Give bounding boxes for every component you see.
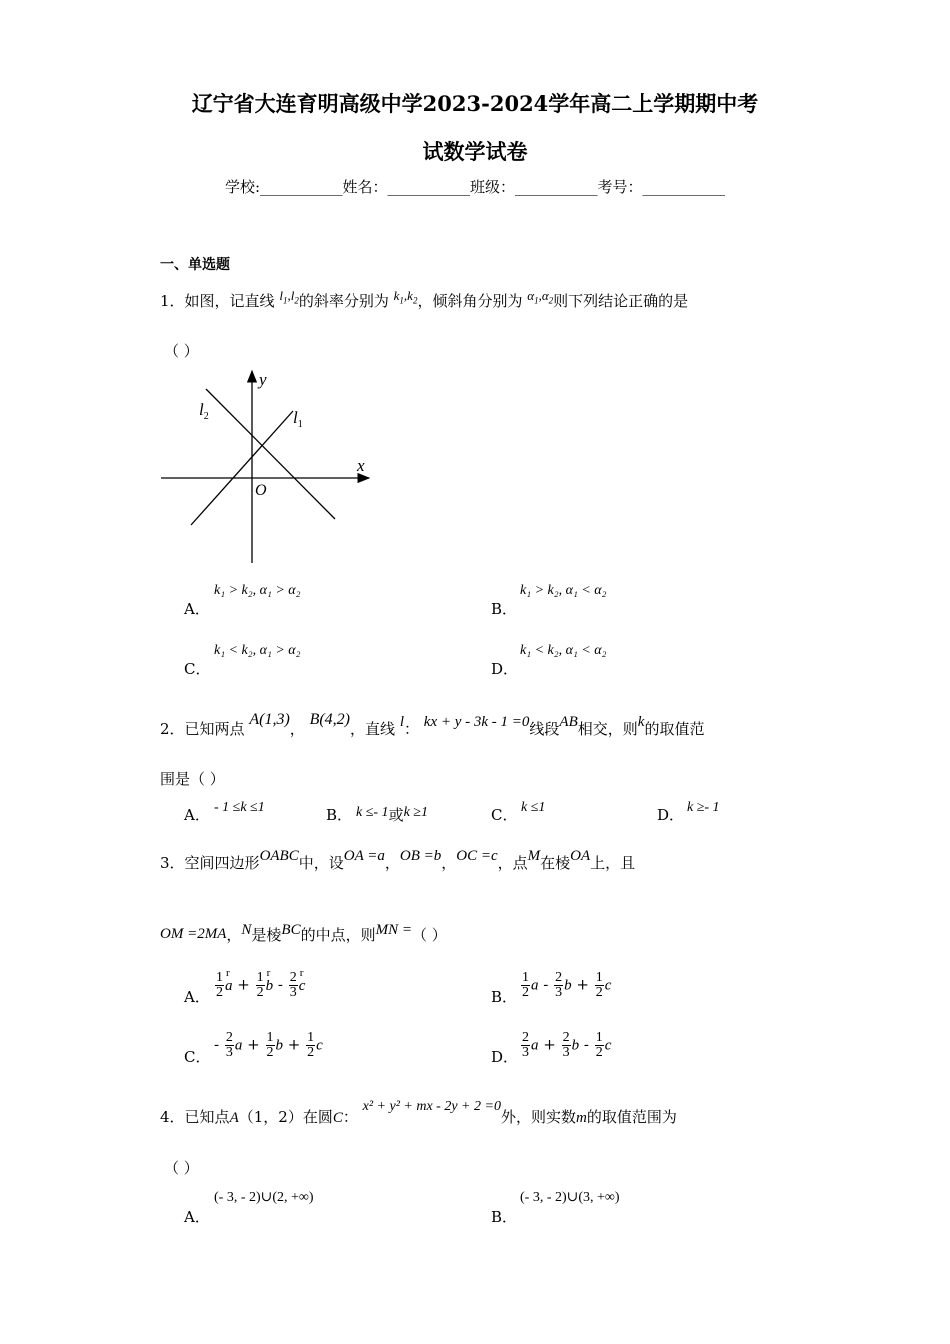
section-title: 一、单选题 [160,257,230,273]
q4-option-b-expr: (- 3, - 2)∪(3, +∞) [520,1190,620,1205]
q3-option-b-label[interactable]: B． [491,988,518,1006]
q2-option-a-label[interactable]: A． [184,806,210,824]
q1-option-a-label[interactable]: A． [184,600,210,618]
line-l2 [206,389,335,519]
q4-option-a-label[interactable]: A． [184,1208,210,1226]
q2-option-d-expr: k ≥- 1 [687,800,720,815]
math-alpha1-alpha2: $\alpha_1,\alpha_2$ [527,288,554,306]
math-l1-l2: $l_1,l_2$ [279,288,299,306]
question-2-stem: 2．已知两点 A(1,3)， B(4,2)，直线 l： kx + y - 3k - 1 =0线段AB相交，则k的取值范 [160,711,705,738]
math-point-b: B(4,2) [309,711,351,728]
q1-option-d-expr: k₁ < k₂, α₁ < α₂ [520,643,607,658]
q1-option-d-label[interactable]: D． [491,660,519,678]
math-point-a: A(1,3) [249,711,290,728]
q3-option-a-expr: $\frac{1}{2}$ r a + $\frac{1}{2}$ r b - $\frac{2}{3}$ r c [214,971,305,1000]
q3-option-c-expr: - $\frac{2}{3}$ a + $\frac{1}{2}$ b + $\frac{1}{2}$ c [214,1030,323,1060]
math-line-l: l [399,714,404,730]
q2-option-b-expr: k ≤- 1或k ≥1 [356,805,428,824]
question-3-stem-cont: OM =2MA，N是棱BC的中点，则MN =（ ） [160,922,447,944]
math-circle-equation: x² + y² + mx - 2y + 2 =0 [362,1099,501,1114]
question-1-stem: 1．如图，记直线 $l_1,l_2$的斜率分别为 $k_1,k_2$，倾斜角分别为 $\alpha_1,\alpha_2$则下列结论正确的是 [160,288,689,310]
math-line-equation: kx + y - 3k - 1 =0 [423,714,530,730]
y-axis-label: y [259,370,267,389]
q2-option-b-label[interactable]: B． [326,806,353,824]
x-axis-label: x [357,456,365,475]
q2-option-c-label[interactable]: C． [491,806,518,824]
q3-option-d-expr: $\frac{2}{3}$ a + $\frac{2}{3}$ b - $\frac{1}{2}$ c [522,1030,612,1060]
q2-option-a-expr: - 1 ≤k ≤1 [214,800,265,815]
origin-label: O [255,482,267,499]
student-info-line: 学校:___________姓名：___________班级：___________考号：___________ [224,178,726,196]
math-seg-ab: AB [559,714,578,730]
q1-option-c-expr: k₁ < k₂, α₁ > α₂ [214,643,301,658]
q1-option-b-expr: k₁ > k₂, α₁ < α₂ [520,583,607,598]
q3-option-d-label[interactable]: D． [491,1048,519,1066]
question-2-stem-cont: 围是（ ） [160,770,225,788]
q4-option-a-expr: (- 3, - 2)∪(2, +∞) [214,1190,314,1205]
q3-option-b-expr: $\frac{1}{2}$ a - $\frac{2}{3}$ b + $\frac{1}{2}$ c [522,970,612,1000]
question-number: 1． [160,292,185,310]
q2-option-d-label[interactable]: D． [657,806,685,824]
question-3-stem: 3．空间四边形OABC中，设OA =a，OB =b，OC =c，点M在棱OA上，且 [160,848,636,872]
q3-option-c-label[interactable]: C． [184,1048,211,1066]
question-1-paren: （ ） [164,342,199,360]
q2-option-c-expr: k ≤1 [521,800,546,815]
q1-option-c-label[interactable]: C． [184,660,211,678]
q4-option-b-label[interactable]: B． [491,1208,518,1226]
q1-option-b-label[interactable]: B． [491,600,518,618]
question-4-paren: （ ） [164,1159,199,1177]
math-k1-k2: $k_1,k_2$ [393,288,418,306]
page-title-line2: 试数学试卷 [422,139,528,164]
q3-option-a-label[interactable]: A． [184,988,210,1006]
question-1-figure [155,365,380,570]
l2-label: $l_2$ [199,400,209,422]
l1-label: $l_1$ [293,408,303,430]
line-l1 [191,411,293,525]
math-k: k [637,714,645,730]
question-4-stem: 4．已知点A（1，2）在圆C： x² + y² + mx - 2y + 2 =0外，则实数m的取值范围为 [160,1099,677,1126]
page-title-line1: 辽宁省大连育明高级中学2023-2024学年高二上学期期中考 [191,91,759,116]
q1-option-a-expr: k₁ > k₂, α₁ > α₂ [214,583,301,598]
